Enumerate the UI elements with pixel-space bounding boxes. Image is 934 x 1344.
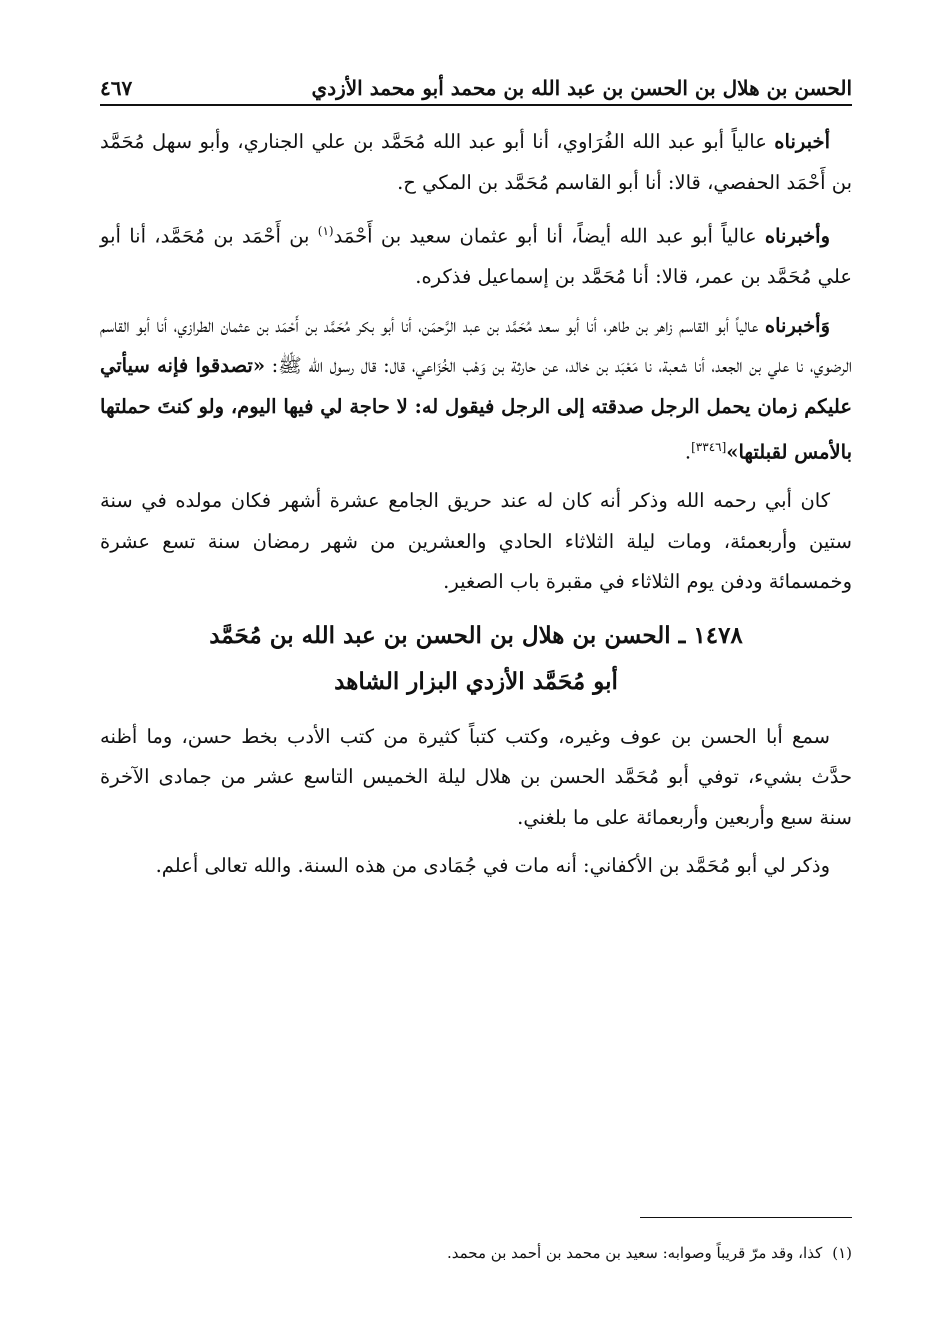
main-text [100,122,852,895]
entry-heading [100,613,852,705]
footnote-number: (١) [832,1244,852,1262]
paragraph-1 [100,122,852,203]
paragraph-body: عالياً أبو القاسم زاهر بن طاهر، أنا أبو سعد مُحَمَّد بن عبد الرَّحمَن، أنا أبو بكر مُحَمَّد بن أَحْمَد بن عثمان الطرازي، أنا أبو القاسم الرضوي، نا علي بن الجعد، أنا شعبة، نا مَعْبَد بن خالد، عن حارثة بن وَهْب الخُزَاعي، قال: قال رسول الله ﷺ: [100,313,852,377]
footnote-text: كذا، وقد مرّ قريباً وصوابه: سعيد بن محمد بن أحمد بن محمد. [446,1244,823,1262]
running-header [100,60,852,106]
paragraph-2 [100,211,852,298]
entry-paragraph-2: وذكر لي أبو مُحَمَّد بن الأكفاني: أنه مات في جُمَادى من هذه السنة. والله تعالى أعلم. [155,854,830,877]
entry-heading-line-2: أبو مُحَمَّد الأزدي البزار الشاهد [334,667,618,695]
paragraph-lead: أخبرناه [774,130,830,153]
hadith-number: [٣٣٤٦] [691,440,727,454]
paragraph-4 [100,481,852,603]
paragraph-lead: وَأخبرناه [764,313,830,337]
entry-heading-line-1: ١٤٧٨ ـ الحسن بن هلال بن الحسن بن عبد الله بن مُحَمَّد [209,621,743,649]
paragraph-3 [100,306,852,474]
paragraph-body-continued: بن أَحْمَد بن مُحَمَّد، أنا أبو علي مُحَمَّد بن عمر، قالا: أنا مُحَمَّد بن إسماعيل فذكره. [100,224,852,288]
footnote [100,1240,852,1266]
entry-paragraph-1: سمع أبا الحسن بن عوف وغيره، وكتب كتباً كثيرة من كتب الأدب بخط حسن، وما أظنه حدَّث بشيء، توفي أبو مُحَمَّد الحسن بن هلال ليلة الخميس التاسع عشر من جمادى الآخرة سنة سبع وأربعين وأربعمائة على ما بلغني. [100,724,852,829]
paragraph-body: كان أبي رحمه الله وذكر أنه كان له عند حريق الجامع عشرة أشهر فكان مولده في سنة ستين وأربعمئة، ومات ليلة الثلاثاء الحادي والعشرين من شهر رمضان سنة تسع عشرة وخمسمائة ودفن يوم الثلاثاء في مقبرة باب الصغير. [100,489,852,593]
paragraph-body: عالياً أبو عبد الله أيضاً، أنا أبو عثمان سعيد بن أَحْمَد [333,224,765,248]
hadith-quote: «تصدقوا فإنه سيأتي عليكم زمان يحمل الرجل صدقته إلى الرجل فيقول له: لا حاجة لي فيها اليوم، ولو كنتَ حملتها بالأمس لقبلتها» [100,354,852,464]
footnote-divider [640,1217,852,1218]
paragraph-lead: وأخبرناه [764,224,830,248]
paragraph-end: . [684,440,692,464]
paragraph-body: عالياً أبو عبد الله الفُرَاوي، أنا أبو عبد الله مُحَمَّد بن علي الجناري، وأبو سهل مُحَمَّد بن أَحْمَد الحفصي، قالا: أنا أبو القاسم مُحَمَّد بن المكي ح. [100,130,852,194]
header-title: الحسن بن هلال بن الحسن بن عبد الله بن محمد أبو محمد الأزدي [311,76,852,100]
footnote-reference: (١) [317,224,334,238]
page-number: ٤٦٧ [100,76,133,100]
